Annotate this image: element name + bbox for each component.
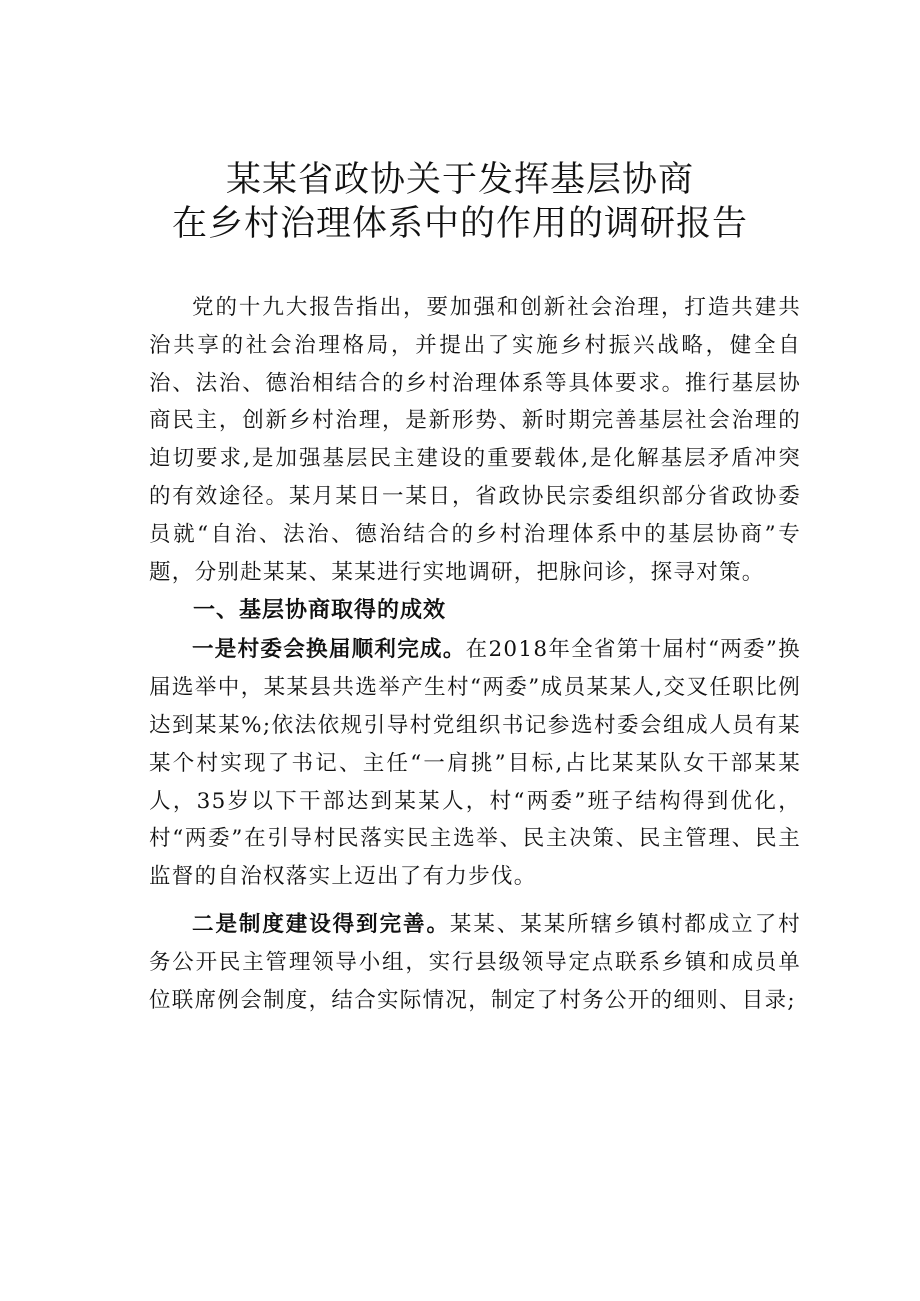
point-2-lead: 二是制度建设得到完善。 (192, 911, 450, 937)
point-paragraph-2 (149, 906, 801, 1019)
intro-paragraph: 党的十九大报告指出，要加强和创新社会治理，打造共建共治共享的社会治理格局，并提出了实施乡村振兴战略，健全自治、法治、德治相结合的乡村治理体系等具体要求。推行基层协商民主，创新乡村治理，是新形势、新时期完善基层社会治理的迫切要求,是加强基层民主建设的重要载体,是化解基层矛盾冲突的有效途径。某月某日一某日，省政协民宗委组织部分省政协委员就“自治、法治、德治结合的乡村治理体系中的基层协商”专题，分别赴某某、某某进行实地调研，把脉问诊，探寻对策。 (149, 295, 801, 585)
point-1-lead: 一是村委会换届顺利完成。 (192, 637, 466, 663)
paragraph-gap (149, 896, 801, 906)
section-heading-achievements: 一、基层协商取得的成效 (193, 598, 447, 624)
point-1-text: 在2018年全省第十届村“两委”换届选举中，某某县共选举产生村“两委”成员某某人,交叉任职比例达到某某%;依法依规引导村党组织书记参选村委会组成人员有某某个村实现了书记、主任“一肩挑”目标,占比某某队女干部某某人，35岁以下干部达到某某人，村“两委”班子结构得到优化，村“两委”在引导村民落实民主选举、民主决策、民主管理、民主监督的自治权落实上迈出了有力步伐。 (149, 637, 801, 890)
document-title-line-1: 某某省政协关于发挥基层协商 (225, 160, 694, 200)
document-body (149, 289, 801, 1019)
document-title-line-2: 在乡村治理体系中的作用的调研报告 (171, 204, 748, 244)
point-2-text: 某某、某某所辖乡镇村都成立了村务公开民主管理领导小组，实行县级领导定点联系乡镇和成员单位联席例会制度，结合实际情况，制定了村务公开的细则、目录; (149, 911, 801, 1013)
point-paragraph-1 (149, 631, 801, 896)
